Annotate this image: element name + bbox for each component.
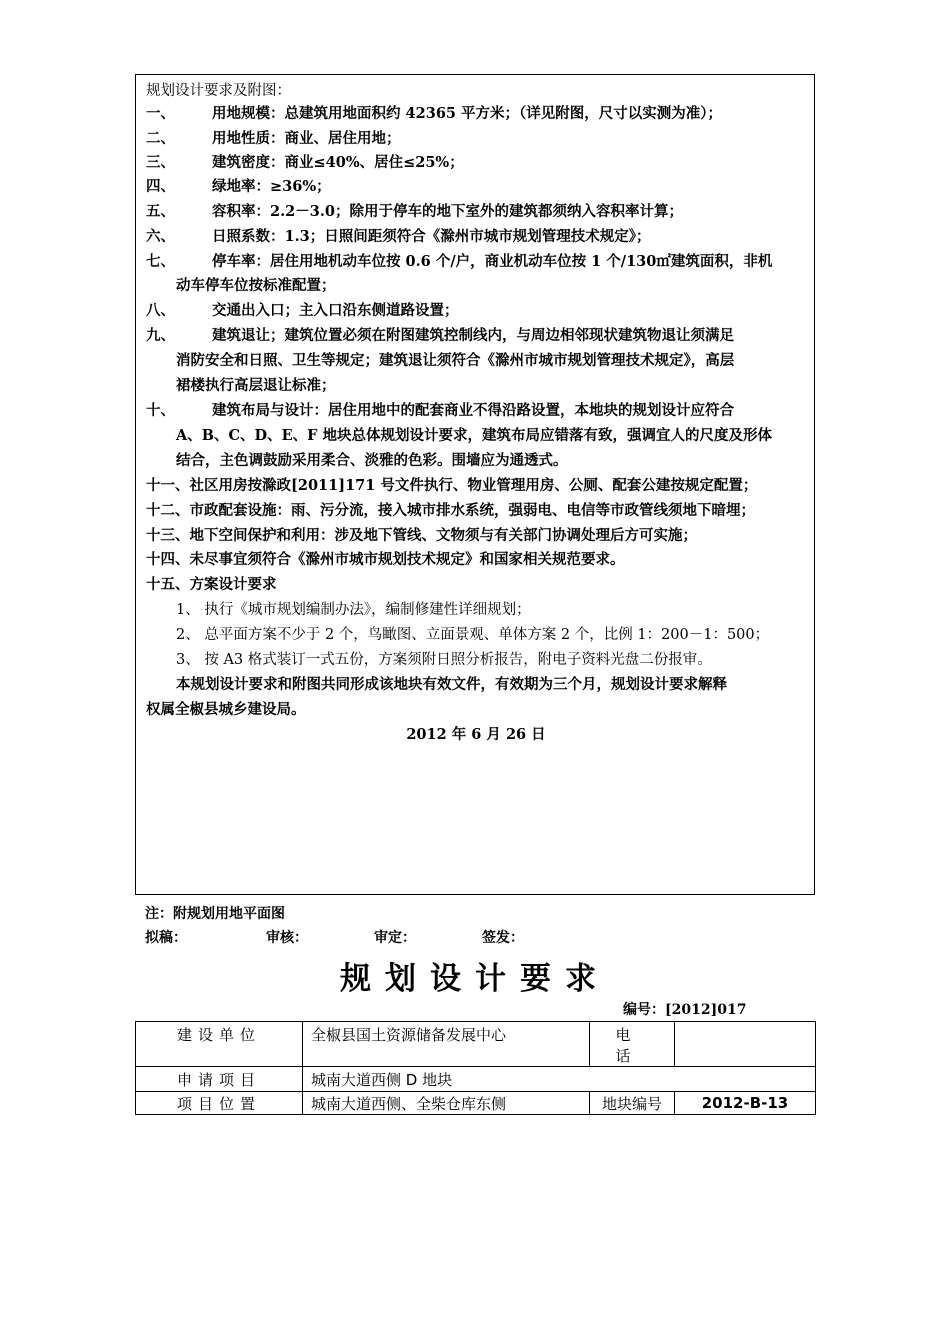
item-7-cont-1: 动车停车位按标准配置； xyxy=(176,277,336,294)
reviewer-label: 审核： xyxy=(266,930,308,946)
sub-item-1: 1、 执行《城市规划编制办法》，编制修建性详细规划； xyxy=(176,602,531,618)
drafter-label: 拟稿： xyxy=(145,930,187,946)
item-15: 十五、方案设计要求 xyxy=(146,576,277,593)
item-11: 十一、社区用房按滁政[2011]171 号文件执行、物业管理用房、公厕、配套公建按规定配置； xyxy=(146,477,758,494)
item-text: 用地性质：商业、居住用地； xyxy=(212,130,401,147)
item-text: 日照系数：1.3；日照间距须符合《滁州市城市规划管理技术规定》； xyxy=(212,228,651,245)
item-text: 停车率：居住用地机动车位按 0.6 个/户，商业机动车位按 1 个/130㎡建筑面积，非机 xyxy=(212,253,773,270)
sub-item-3: 3、 按 A3 格式装订一式五份，方案须附日照分析报告，附电子资料光盘二份报审。 xyxy=(176,652,712,668)
item-num: 一、 xyxy=(146,105,175,122)
item-num: 二、 xyxy=(146,130,175,147)
item-10-cont-2: 结合，主色调鼓励采用柔合、淡雅的色彩。围墙应为通透式。 xyxy=(176,452,568,469)
plot-label: 地块编号 xyxy=(590,1092,675,1115)
project-label: 申请项目 xyxy=(136,1067,303,1092)
item-14: 十四、未尽事宜须符合《滁州市城市规划技术规定》和国家相关规范要求。 xyxy=(146,551,625,568)
item-num: 九、 xyxy=(146,327,175,344)
item-num: 十、 xyxy=(146,402,175,419)
item-num: 四、 xyxy=(146,178,175,195)
item-13: 十三、地下空间保护和利用：涉及地下管线、文物须与有关部门协调处理后方可实施； xyxy=(146,527,697,544)
unit-value: 全椒县国土资源储备发展中心 xyxy=(303,1022,590,1067)
plot-value: 2012-B-13 xyxy=(675,1092,816,1115)
attachment-note: 注：附规划用地平面图 xyxy=(145,906,285,922)
issuer-label: 签发： xyxy=(482,930,524,946)
location-label: 项目位置 xyxy=(136,1092,303,1115)
item-text: 交通出入口；主入口沿东侧道路设置； xyxy=(212,302,459,319)
item-12: 十二、市政配套设施：雨、污分流，接入城市排水系统，强弱电、电信等市政管线须地下暗埋； xyxy=(146,502,755,519)
closing-line-1: 本规划设计要求和附图共同形成该地块有效文件，有效期为三个月，规划设计要求解释 xyxy=(176,676,727,693)
project-info-table xyxy=(135,1021,816,1115)
item-text: 建筑退让；建筑位置必须在附图建筑控制线内，与周边相邻现状建筑物退让须满足 xyxy=(212,327,734,344)
item-text: 建筑布局与设计：居住用地中的配套商业不得沿路设置，本地块的规划设计应符合 xyxy=(212,402,734,419)
phone-value xyxy=(675,1022,816,1067)
item-num: 三、 xyxy=(146,154,175,171)
document-code: 编号：[2012]017 xyxy=(623,1002,747,1018)
closing-line-2: 权属全椒县城乡建设局。 xyxy=(146,701,306,718)
table-row xyxy=(136,1022,816,1067)
item-text: 容积率：2.2－3.0；除用于停车的地下室外的建筑都须纳入容积率计算； xyxy=(212,203,683,220)
item-num: 五、 xyxy=(146,203,175,220)
item-9-cont-2: 裙楼执行高层退让标准； xyxy=(176,377,336,394)
requirements-box xyxy=(135,74,815,895)
project-value: 城南大道西侧 D 地块 xyxy=(303,1067,816,1092)
table-row xyxy=(136,1067,816,1092)
requirements-heading: 规划设计要求及附图： xyxy=(146,83,291,99)
approver-label: 审定： xyxy=(374,930,416,946)
table-row xyxy=(136,1092,816,1115)
page-title: 规划设计要求 xyxy=(340,961,610,997)
unit-label: 建设单位 xyxy=(136,1022,303,1067)
item-text: 用地规模：总建筑用地面积约 42365 平方米；（详见附图，尺寸以实测为准）； xyxy=(212,105,723,122)
item-text: 建筑密度：商业≤40%、居住≤25%； xyxy=(212,154,464,171)
item-num: 八、 xyxy=(146,302,175,319)
item-num: 七、 xyxy=(146,253,175,270)
location-value: 城南大道西侧、全柴仓库东侧 xyxy=(303,1092,590,1115)
item-10-cont-1: A、B、C、D、E、F 地块总体规划设计要求，建筑布局应错落有致，强调宜人的尺度及形体 xyxy=(176,427,773,444)
phone-label: 电 话 xyxy=(590,1022,675,1067)
item-9-cont-1: 消防安全和日照、卫生等规定；建筑退让须符合《滁州市城市规划管理技术规定》，高层 xyxy=(176,352,735,369)
sub-item-2: 2、 总平面方案不少于 2 个，鸟瞰图、立面景观、单体方案 2 个，比例 1：200－1：500； xyxy=(176,627,770,643)
issue-date: 2012 年 6 月 26 日 xyxy=(406,726,546,743)
item-num: 六、 xyxy=(146,228,175,245)
item-text: 绿地率：≥36%； xyxy=(212,178,331,195)
